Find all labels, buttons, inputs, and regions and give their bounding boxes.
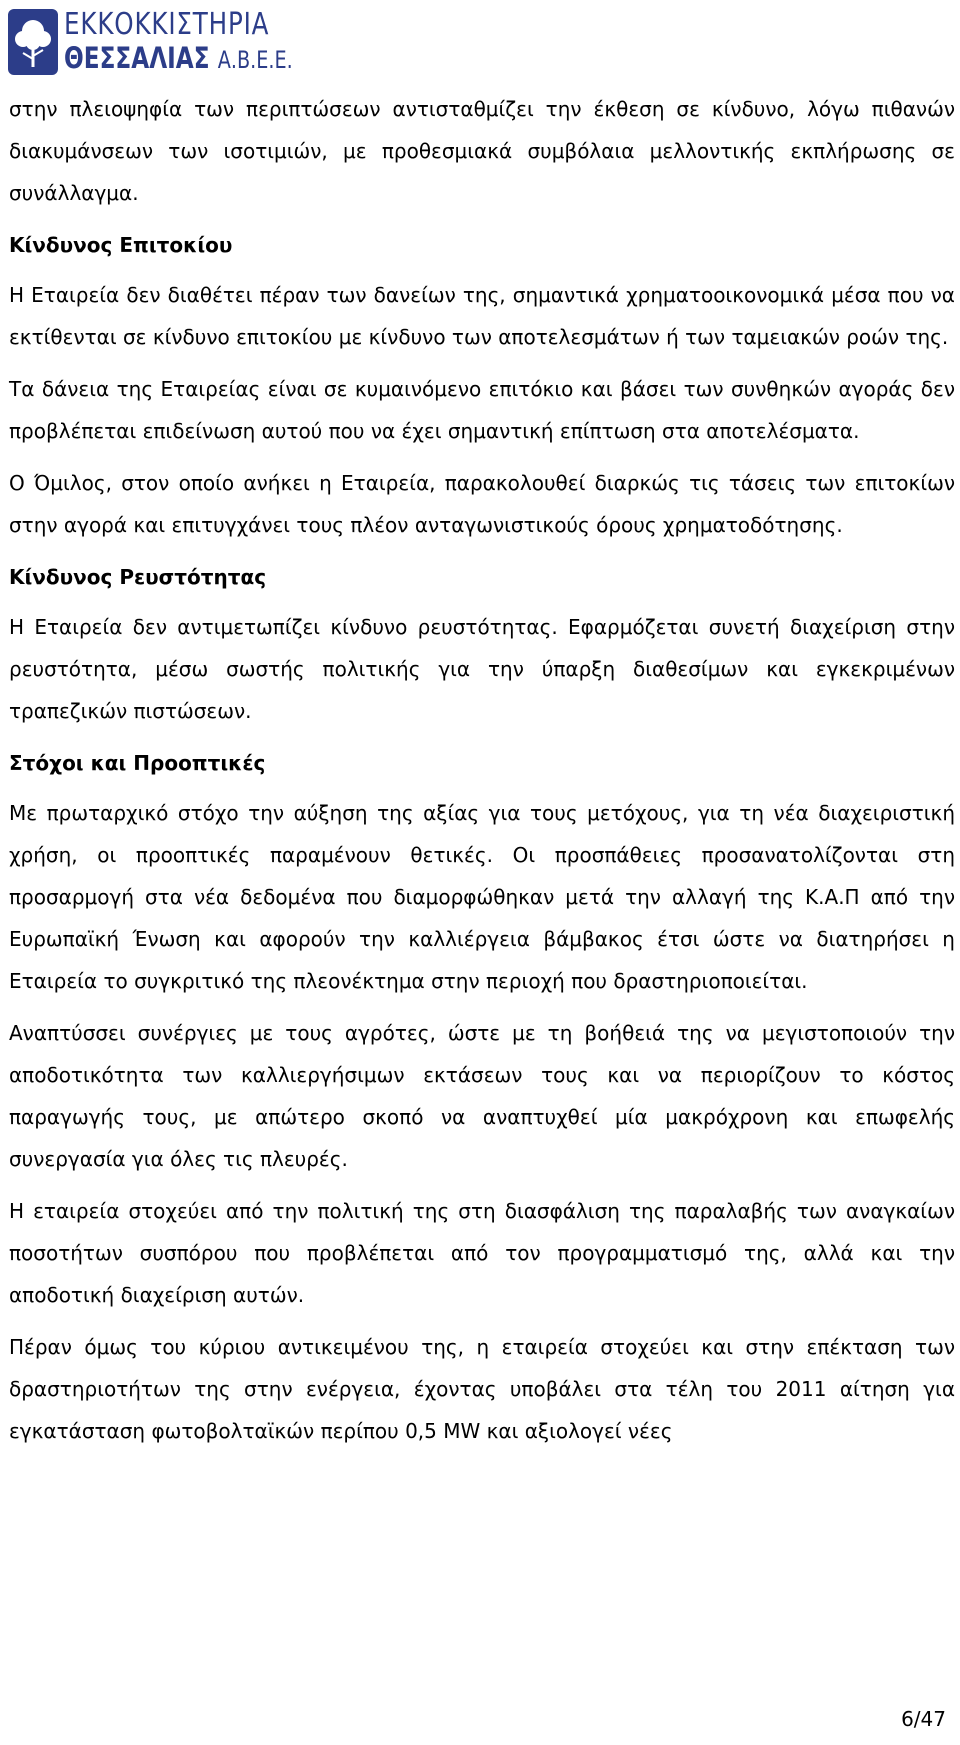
document-body (9, 88, 955, 1462)
heading-liquidity-risk: Κίνδυνος Ρευστότητας (9, 565, 267, 589)
paragraph-goals-3: Η εταιρεία στοχεύει από την πολιτική της στη διασφάλιση της παραλαβής των αναγκαίων ποσοτήτων συσπόρου που προβλέπεται από τον προγραμματισμό της, αλλά και την αποδοτική διαχείριση αυτών. (9, 1199, 955, 1307)
paragraph-interest-2: Τα δάνεια της Εταιρείας είναι σε κυμαινόμενο επιτόκιο και βάσει των συνθηκών αγοράς δεν προβλέπεται επιδείνωση αυτού που να έχει σημαντική επίπτωση στα αποτελέσματα. (9, 377, 955, 443)
cotton-plant-icon (8, 9, 58, 75)
page-number: 6/47 (901, 1707, 946, 1731)
heading-goals: Στόχοι και Προοπτικές (9, 751, 266, 775)
paragraph-interest-3: Ο Όμιλος, στον οποίο ανήκει η Εταιρεία, παρακολουθεί διαρκώς τις τάσεις των επιτοκίων στην αγορά και επιτυγχάνει τους πλέον ανταγωνιστικούς όρους χρηματοδότησης. (9, 471, 955, 537)
heading-interest-risk: Κίνδυνος Επιτοκίου (9, 233, 233, 257)
paragraph-goals-2: Αναπτύσσει συνέργιες με τους αγρότες, ώστε με τη βοήθειά της να μεγιστοποιούν την αποδοτικότητα των καλλιεργήσιμων εκτάσεων τους και να περιορίζουν το κόστος παραγωγής τους, με απώτερο σκοπό να αναπτυχθεί μία μακρόχρονη και επωφελής συνεργασία για όλες τις πλευρές. (9, 1021, 955, 1171)
company-logo (8, 6, 350, 78)
paragraph-goals-1: Με πρωταρχικό στόχο την αύξηση της αξίας για τους μετόχους, για τη νέα διαχειριστική χρήση, οι προοπτικές παραμένουν θετικές. Οι προσπάθειες προσανατολίζονται στη προσαρμογή στα νέα δεδομένα που διαμορφώθηκαν μετά την αλλαγή της Κ.Α.Π από την Ευρωπαϊκή Ένωση και αφορούν την καλλιέργεια βάμβακος έτσι ώστε να διατηρήσει η Εταιρεία το συγκριτικό της πλεονέκτημα στην περιοχή που δραστηριοποιείται. (9, 801, 955, 993)
paragraph-continued: στην πλειοψηφία των περιπτώσεων αντισταθμίζει την έκθεση σε κίνδυνο, λόγω πιθανών διακυμάνσεων των ισοτιμιών, με προθεσμιακά συμβόλαια μελλοντικής εκπλήρωσης σε συνάλλαγμα. (9, 97, 955, 205)
paragraph-interest-1: Η Εταιρεία δεν διαθέτει πέραν των δανείων της, σημαντικά χρηματοοικονομικά μέσα που να εκτίθενται σε κίνδυνο επιτοκίου με κίνδυνο των αποτελεσμάτων ή των ταμειακών ροών της. (9, 283, 955, 349)
paragraph-liquidity: Η Εταιρεία δεν αντιμετωπίζει κίνδυνο ρευστότητας. Εφαρμόζεται συνετή διαχείριση στην ρευστότητα, μέσω σωστής πολιτικής για την ύπαρξη διαθεσίμων και εγκεκριμένων τραπεζικών πιστώσεων. (9, 615, 955, 723)
logo-line-2: ΘΕΣΣΑΛΙΑΣ Α.Β.Ε.Ε. (64, 41, 293, 75)
logo-line-1: ΕΚΚΟΚΚΙΣΤΗΡΙΑ (64, 7, 270, 42)
paragraph-goals-4: Πέραν όμως του κύριου αντικειμένου της, η εταιρεία στοχεύει και στην επέκταση των δραστηριοτήτων της στην ενέργεια, έχοντας υποβάλει στα τέλη του 2011 αίτηση για εγκατάσταση φωτοβολταϊκών περίπου 0,5 MW και αξιολογεί νέες (9, 1335, 955, 1443)
